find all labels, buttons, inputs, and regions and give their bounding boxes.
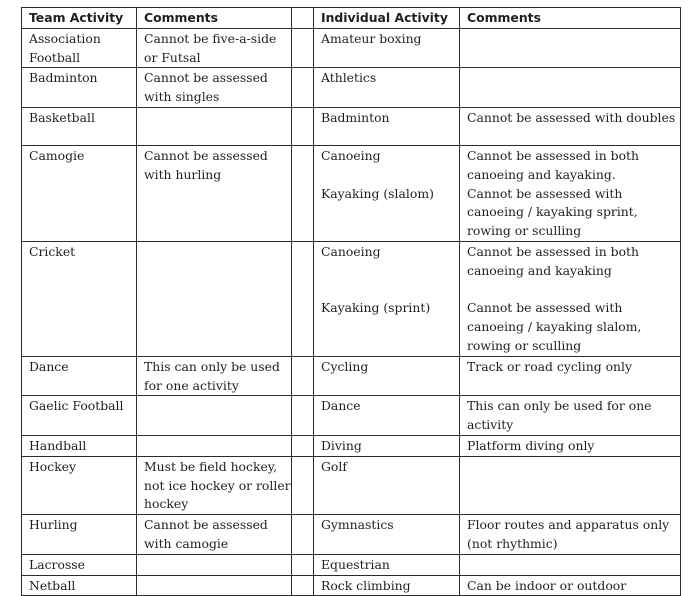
- individual-activity-cell: Amateur boxing: [314, 28, 460, 68]
- individual-activity-cell: Equestrian: [314, 554, 460, 575]
- spacer-cell: [292, 456, 314, 514]
- team-activity-cell: Lacrosse: [22, 554, 137, 575]
- individual-comment-cell: Cannot be assessed with doubles: [460, 107, 681, 145]
- team-activity-cell: Handball: [22, 435, 137, 456]
- individual-activity-cell: Rock climbing: [314, 575, 460, 596]
- individual-comment-cell: [460, 28, 681, 68]
- spacer-cell: [292, 241, 314, 356]
- header-team-comments: Comments: [137, 8, 292, 29]
- spacer-cell: [292, 68, 314, 108]
- activities-table: [21, 7, 681, 596]
- team-activity-cell: Association Football: [22, 28, 137, 68]
- team-comment-cell: Must be field hockey, not ice hockey or roller hockey: [137, 456, 292, 514]
- individual-comment-cell: [460, 241, 681, 356]
- individual-activity-cell: [314, 241, 460, 356]
- individual-comment-cell: Can be indoor or outdoor: [460, 575, 681, 596]
- team-activity-cell: Netball: [22, 575, 137, 596]
- spacer-cell: [292, 28, 314, 68]
- team-activity-cell: Hockey: [22, 456, 137, 514]
- spacer-cell: [292, 145, 314, 241]
- individual-activity-cell: Golf: [314, 456, 460, 514]
- table-row: [22, 515, 681, 555]
- spacer-cell: [292, 435, 314, 456]
- individual-comment-cell: [460, 68, 681, 108]
- team-comment-cell: Cannot be five-a-side or Futsal: [137, 28, 292, 68]
- header-row: [22, 8, 681, 29]
- individual-comment-cell: Floor routes and apparatus only (not rhythmic): [460, 515, 681, 555]
- individual-activity-cell: Dance: [314, 396, 460, 436]
- individual-activity-cell: [314, 145, 460, 241]
- team-comment-cell: [137, 396, 292, 436]
- header-team-activity: Team Activity: [22, 8, 137, 29]
- team-activity-cell: Hurling: [22, 515, 137, 555]
- spacer-cell: [292, 396, 314, 436]
- table-row: [22, 28, 681, 68]
- individual-comment-cell: Track or road cycling only: [460, 356, 681, 396]
- individual-activity-a: Canoeing: [321, 243, 381, 259]
- table-row: [22, 456, 681, 514]
- individual-comment-cell: [460, 145, 681, 241]
- header-individual-comments: Comments: [460, 8, 681, 29]
- team-comment-cell: This can only be used for one activity: [137, 356, 292, 396]
- spacer-column: [292, 8, 314, 29]
- individual-activity-cell: Athletics: [314, 68, 460, 108]
- team-activity-cell: Basketball: [22, 107, 137, 145]
- table-row: [22, 396, 681, 436]
- table-row: [22, 107, 681, 145]
- individual-comment-b: Cannot be assessed with canoeing / kayaking slalom, rowing or sculling: [467, 300, 642, 353]
- individual-activity-cell: Cycling: [314, 356, 460, 396]
- table-row: [22, 145, 681, 241]
- team-activity-cell: Cricket: [22, 241, 137, 356]
- table-row: [22, 241, 681, 356]
- team-comment-cell: [137, 575, 292, 596]
- spacer-cell: [292, 356, 314, 396]
- individual-comment-a: Cannot be assessed in both canoeing and kayaking: [467, 243, 639, 278]
- table-row: [22, 554, 681, 575]
- individual-comment-cell: [460, 456, 681, 514]
- individual-comment-cell: This can only be used for one activity: [460, 396, 681, 436]
- spacer-cell: [292, 554, 314, 575]
- team-comment-cell: Cannot be assessed with hurling: [137, 145, 292, 241]
- team-comment-cell: [137, 435, 292, 456]
- team-activity-cell: Camogie: [22, 145, 137, 241]
- individual-activity-a: Canoeing: [321, 147, 381, 163]
- header-individual-activity: Individual Activity: [314, 8, 460, 29]
- team-comment-cell: [137, 241, 292, 356]
- spacer-cell: [292, 107, 314, 145]
- team-comment-cell: Cannot be assessed with camogie: [137, 515, 292, 555]
- individual-comment-cell: [460, 554, 681, 575]
- individual-comment-b: Cannot be assessed with canoeing / kayaking sprint, rowing or sculling: [467, 185, 638, 239]
- individual-activity-cell: Badminton: [314, 107, 460, 145]
- table-row: [22, 68, 681, 108]
- team-activity-cell: Dance: [22, 356, 137, 396]
- team-comment-cell: Cannot be assessed with singles: [137, 68, 292, 108]
- team-activity-cell: Gaelic Football: [22, 396, 137, 436]
- individual-activity-b: Kayaking (slalom): [321, 185, 434, 201]
- table-row: [22, 575, 681, 596]
- spacer-cell: [292, 515, 314, 555]
- team-comment-cell: [137, 554, 292, 575]
- table-row: [22, 356, 681, 396]
- team-comment-cell: [137, 107, 292, 145]
- table-row: [22, 435, 681, 456]
- individual-comment-cell: Platform diving only: [460, 435, 681, 456]
- individual-comment-a: Cannot be assessed in both canoeing and kayaking.: [467, 147, 639, 182]
- individual-activity-cell: Gymnastics: [314, 515, 460, 555]
- individual-activity-b: Kayaking (sprint): [321, 300, 431, 316]
- individual-activity-cell: Diving: [314, 435, 460, 456]
- spacer-cell: [292, 575, 314, 596]
- team-activity-cell: Badminton: [22, 68, 137, 108]
